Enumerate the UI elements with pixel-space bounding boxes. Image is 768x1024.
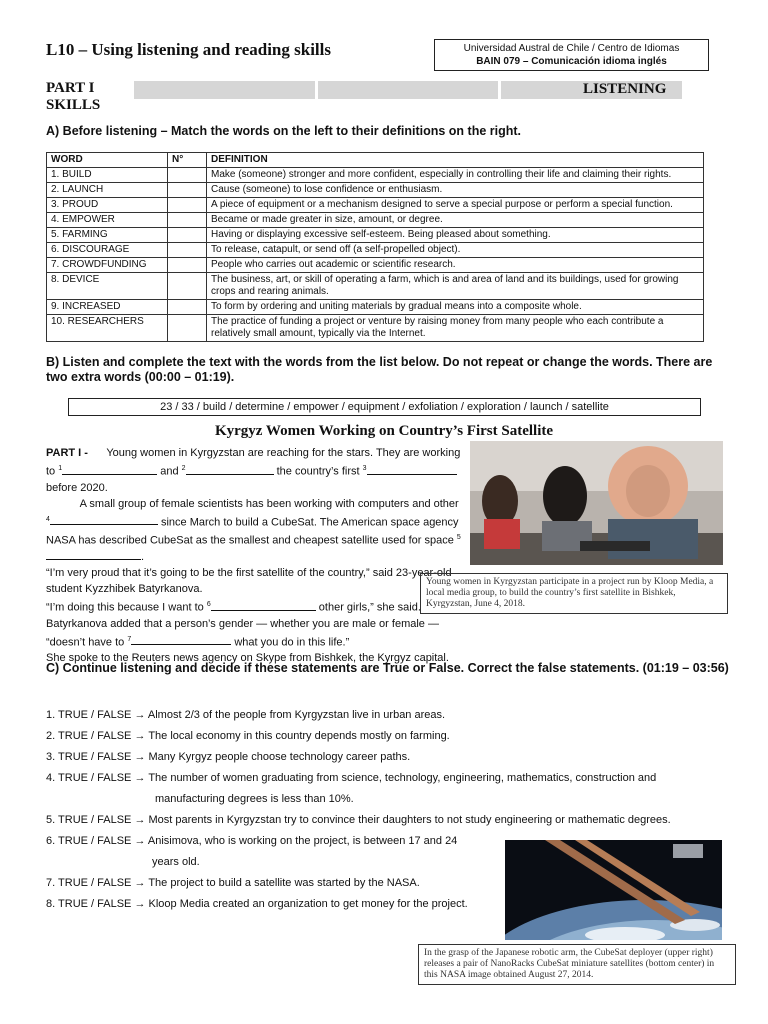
word-cell: 7. CROWDFUNDING — [47, 258, 168, 273]
tf-item-3: 3. TRUE / FALSE → Many Kyrgyz people choose technology career paths. — [46, 751, 411, 763]
table-row — [47, 228, 704, 243]
tf-item-6: 6. TRUE / FALSE → Anisimova, who is working on the project, is between 17 and 24 — [46, 835, 458, 847]
number-answer-cell[interactable] — [168, 198, 207, 213]
part-label: PART I SKILLS — [46, 80, 101, 113]
photo-women-satellite — [470, 441, 723, 565]
number-answer-cell[interactable] — [168, 300, 207, 315]
col-number: N° — [168, 153, 207, 168]
lesson-title: L10 – Using listening and reading skills — [46, 40, 331, 59]
word-cell: 4. EMPOWER — [47, 213, 168, 228]
word-cell: 8. DEVICE — [47, 273, 168, 300]
definition-cell: A piece of equipment or a mechanism designed to serve a special purpose or perform a special function. — [207, 198, 704, 213]
word-cell: 1. BUILD — [47, 168, 168, 183]
tf-item-1: 1. TRUE / FALSE → Almost 2/3 of the people from Kyrgyzstan live in urban areas. — [46, 709, 446, 721]
number-answer-cell[interactable] — [168, 258, 207, 273]
article-p1d: before 2020. — [46, 481, 108, 494]
course-box — [434, 39, 709, 71]
article-p1b: and — [160, 465, 179, 478]
table-row — [47, 300, 704, 315]
article-part-label: PART I - — [46, 447, 88, 459]
definition-cell: Having or displaying excessive self-esteem. Being pleased about something. — [207, 228, 704, 243]
number-answer-cell[interactable] — [168, 315, 207, 342]
tf-item-4-cont: manufacturing degrees is less than 10%. — [155, 793, 354, 805]
table-row — [47, 315, 704, 342]
tf-statement: Almost 2/3 of the people from Kyrgyzstan live in urban areas. — [147, 709, 446, 721]
table-row — [47, 183, 704, 198]
number-answer-cell[interactable] — [168, 273, 207, 300]
article-p4c: what you do in this life.” — [234, 636, 350, 649]
tf-statement: Many Kyrgyz people choose technology career paths. — [148, 751, 411, 763]
tf-choice[interactable]: TRUE / FALSE — [58, 877, 132, 889]
skill-label: LISTENING — [583, 81, 667, 97]
photo-caption-1: Young women in Kyrgyzstan participate in a project run by Kloop Media, a local media group, to build the country’s first satellite in Bishkek, Kyrgyzstan, June 4, 2018. — [420, 573, 728, 614]
tf-item-2: 2. TRUE / FALSE → The local economy in this country depends mostly on farming. — [46, 730, 450, 742]
article-p5: She spoke to the Reuters news agency on Skype from Bishkek, the Kyrgyz capital. — [46, 652, 449, 665]
tf-item-6-cont: years old. — [152, 856, 200, 868]
blank-2[interactable] — [186, 464, 274, 475]
word-cell: 5. FARMING — [47, 228, 168, 243]
tf-item-8: 8. TRUE / FALSE → Kloop Media created an organization to get money for the project. — [46, 898, 468, 910]
article-p1a: Young women in Kyrgyzstan are reaching for the stars. They are working to — [46, 447, 461, 478]
number-answer-cell[interactable] — [168, 213, 207, 228]
article-p2b: since March to build a CubeSat. The American space agency NASA has described CubeSat as the smallest and cheapest satellite used for space — [46, 516, 459, 547]
blank-4[interactable] — [50, 514, 158, 525]
table-row — [47, 168, 704, 183]
article-p1c: the country’s first — [276, 465, 360, 478]
word-cell: 2. LAUNCH — [47, 183, 168, 198]
word-cell: 6. DISCOURAGE — [47, 243, 168, 258]
tf-item-4: 4. TRUE / FALSE → The number of women graduating from science, technology, engineering, mathematics, construction and — [46, 772, 657, 784]
blank-3[interactable] — [367, 464, 457, 475]
tf-statement: The local economy in this country depends mostly on farming. — [148, 730, 450, 742]
university-name: Universidad Austral de Chile / Centro de Idiomas — [463, 43, 680, 54]
tf-choice[interactable]: TRUE / FALSE — [58, 835, 132, 847]
table-row — [47, 273, 704, 300]
article-title: Kyrgyz Women Working on Country’s First Satellite — [214, 423, 554, 439]
tf-statement: Most parents in Kyrgyzstan try to convince their daughters to not study engineering or mathematic degrees. — [148, 814, 671, 826]
blank-1[interactable] — [62, 464, 157, 475]
word-cell: 9. INCREASED — [47, 300, 168, 315]
section-c-heading: C) Continue listening and decide if these statements are True or False. Correct the false statements. (01:19 – 03:56) — [46, 661, 729, 675]
tf-item-7: 7. TRUE / FALSE → The project to build a satellite was started by the NASA. — [46, 877, 420, 889]
word-list-box: 23 / 33 / build / determine / empower / equipment / exfoliation / exploration / launch / satellite — [68, 398, 701, 416]
definition-cell: People who carries out academic or scientific research. — [207, 258, 704, 273]
article-p4a: “I’m doing this because I want to — [46, 601, 204, 614]
col-definition: DEFINITION — [207, 153, 704, 168]
table-row — [47, 258, 704, 273]
col-word: WORD — [47, 153, 168, 168]
tf-statement: Anisimova, who is working on the project, is between 17 and 24 — [147, 835, 458, 847]
tf-statement: The project to build a satellite was started by the NASA. — [148, 877, 420, 889]
tf-item-5: 5. TRUE / FALSE → Most parents in Kyrgyzstan try to convince their daughters to not study engineering or mathematic degrees. — [46, 814, 671, 826]
tf-statement: Kloop Media created an organization to get money for the project. — [148, 898, 468, 910]
tf-choice[interactable]: TRUE / FALSE — [58, 751, 132, 763]
table-header-row — [47, 153, 704, 168]
table-row — [47, 198, 704, 213]
photo-caption-2: In the grasp of the Japanese robotic arm, the CubeSat deployer (upper right) releases a pair of NanoRacks CubeSat miniature satellites (bottom center) in this NASA image obtained August 27, 2014. — [418, 944, 736, 985]
tf-choice[interactable]: TRUE / FALSE — [58, 709, 132, 721]
tf-choice[interactable]: TRUE / FALSE — [58, 898, 132, 910]
table-row — [47, 213, 704, 228]
definition-cell: The practice of funding a project or venture by raising money from many people who each contribute a relatively small amount, typically via the Internet. — [207, 315, 704, 342]
article-p3: “I’m very proud that it’s going to be the first satellite of the country,” said 23-year-old student Kyzzhibek Batyrkanova. — [46, 566, 452, 595]
tf-choice[interactable]: TRUE / FALSE — [58, 772, 132, 784]
number-answer-cell[interactable] — [168, 243, 207, 258]
section-b-heading: B) Listen and complete the text with the words from the list below. Do not repeat or change the words. There are two extra words (00:00 – 01:19). — [46, 355, 713, 384]
blank-6[interactable] — [211, 600, 316, 611]
blank-5[interactable] — [46, 549, 141, 560]
article-text: PART I - Young women in Kyrgyzstan are reaching for the stars. They are working to $^1$ and $^2$ the country’s first $^3$ before 2020. A small group of female scientists has been working with computers and other $^4$ since March to build a CubeSat. The American space agency NASA has described CubeSat as the smallest and cheapest satellite used for space $^5$. “I’m very proud that it’s going to be the first satellite of the country,” said 23-year-old student Kyzzhibek Batyrkanova. “I’m doing this because I want to $^6$ other girls,” she said. Batyrkanova added that a person’s gender — whether you are male or female — “doesn’t have to $^7$ what you do in this life.” She spoke to the Reuters news agency on Skype from Bishkek, the Kyrgyz capital. — [46, 447, 461, 665]
word-cell: 3. PROUD — [47, 198, 168, 213]
tf-statement: The number of women graduating from science, technology, engineering, mathematics, construction and — [148, 772, 657, 784]
vocabulary-table — [46, 152, 704, 342]
tf-choice[interactable]: TRUE / FALSE — [58, 814, 132, 826]
definition-cell: To release, catapult, or send off (a self-propelled object). — [207, 243, 704, 258]
blank-7[interactable] — [131, 634, 231, 645]
section-a-heading: A) Before listening – Match the words on the left to their definitions on the right. — [46, 124, 522, 138]
definition-cell: Make (someone) stronger and more confident, especially in controlling their life and claiming their rights. — [207, 168, 704, 183]
number-answer-cell[interactable] — [168, 183, 207, 198]
photo-cubesat-space — [505, 840, 722, 940]
definition-cell: Became or made greater in size, amount, or degree. — [207, 213, 704, 228]
tf-choice[interactable]: TRUE / FALSE — [58, 730, 132, 742]
article-p4b: other girls,” she said. Batyrkanova added that a person’s gender — whether you are male or female — “doesn’t have to — [46, 601, 439, 649]
definition-cell: To form by ordering and uniting materials by gradual means into a composite whole. — [207, 300, 704, 315]
number-answer-cell[interactable] — [168, 168, 207, 183]
course-name: BAIN 079 – Comunicación idioma inglés — [476, 56, 667, 67]
article-p2a: A small group of female scientists has been working with computers and other — [79, 497, 459, 510]
table-row — [47, 243, 704, 258]
word-cell: 10. RESEARCHERS — [47, 315, 168, 342]
number-answer-cell[interactable] — [168, 228, 207, 243]
definition-cell: Cause (someone) to lose confidence or enthusiasm. — [207, 183, 704, 198]
definition-cell: The business, art, or skill of operating a farm, which is and area of land and its buildings, used for growing crops and rearing animals. — [207, 273, 704, 300]
